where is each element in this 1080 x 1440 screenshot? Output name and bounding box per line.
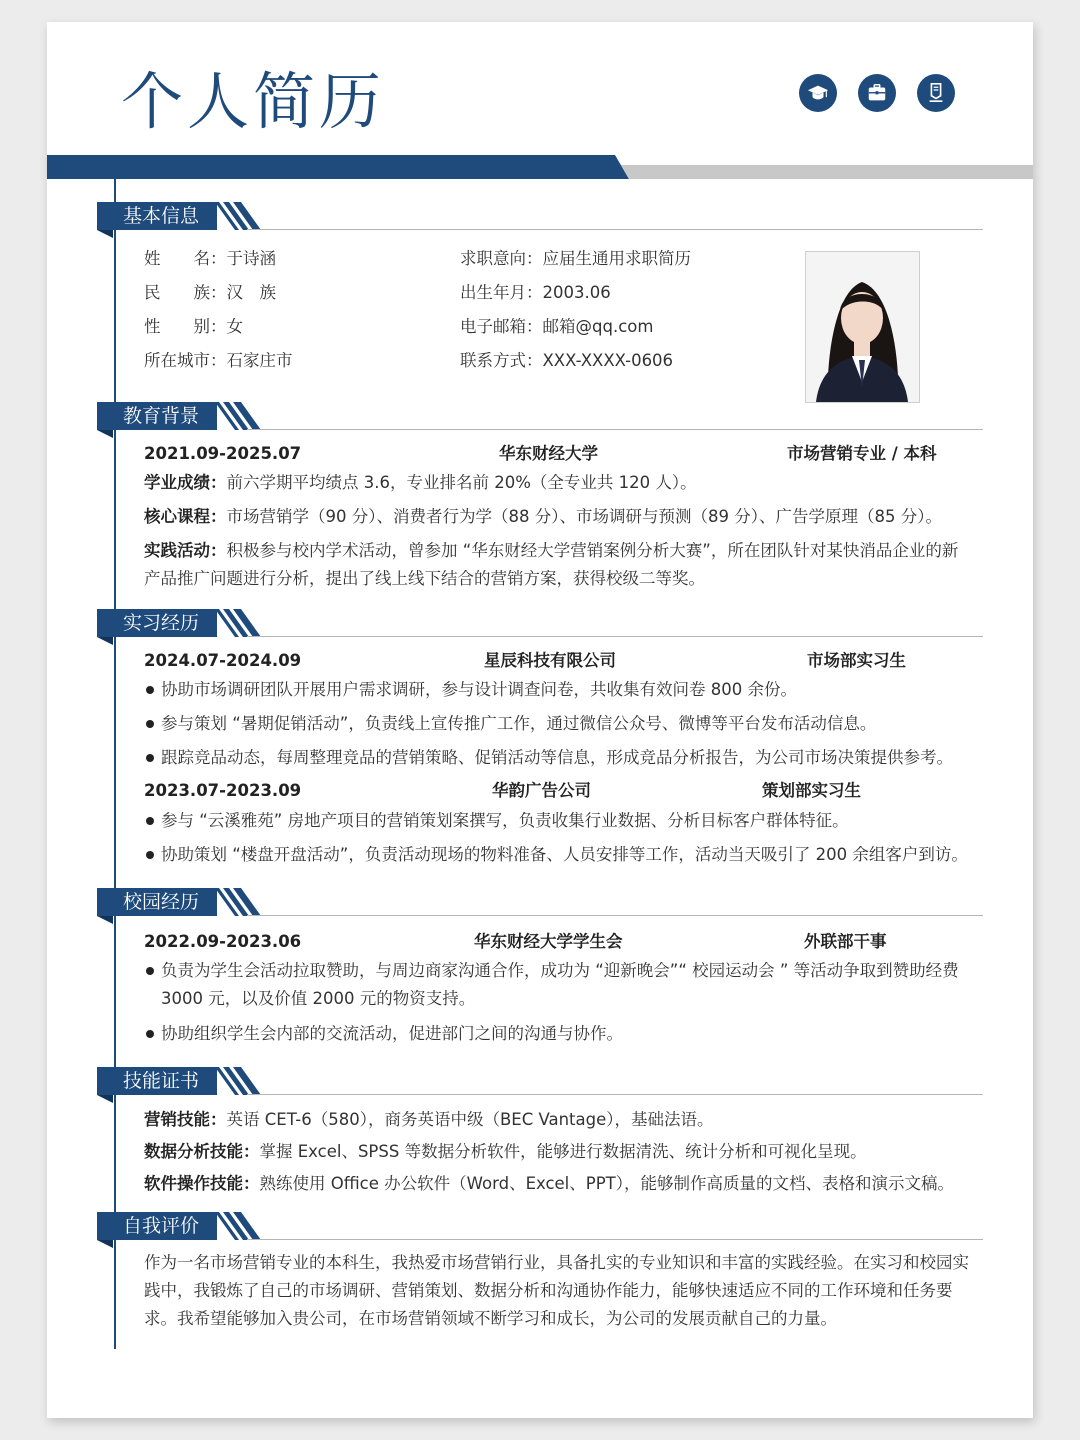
list-item: 协助组织学生会内部的交流活动，促进部门之间的沟通与协作。 [144,1020,974,1048]
section-stripes [215,609,263,637]
certificate-icon [917,74,955,112]
list-item: 协助策划 “楼盘开盘活动”，负责活动现场的物料准备、人员安排等工作，活动当天吸引了 200 余组客户到访。 [144,841,974,869]
header-band [47,155,1033,179]
briefcase-icon [858,74,896,112]
skill-data-analysis: 数据分析技能：掌握 Excel、SPSS 等数据分析软件，能够进行数据清洗、统计分析和可视化呈现。 [144,1142,867,1161]
graduation-cap-icon [799,74,837,112]
education-major: 市场营销专业 / 本科 [787,444,937,463]
list-item: 负责为学生会活动拉取赞助，与周边商家沟通合作，成功为 “迎新晚会”“ 校园运动会 ” 等活动争取到赞助经费 3000 元，以及价值 2000 元的物资支持。 [144,957,974,1013]
page-title: 个人简历 [121,65,386,138]
section-stripes [215,888,263,916]
section-title: 技能证书 [97,1067,217,1095]
info-phone: 联系方式：XXX-XXXX-0606 [460,351,674,370]
timeline-rule [114,179,116,1349]
section-stripes [215,402,263,430]
section-stripes [215,1212,263,1240]
list-item: 参与策划 “暑期促销活动”，负责线上宣传推广工作，通过微信公众号、微博等平台发布活动信息。 [144,710,974,738]
education-school: 华东财经大学 [499,444,598,463]
section-stripes [215,202,263,230]
skill-marketing: 营销技能：英语 CET-6（580），商务英语中级（BEC Vantage），基础法语。 [144,1110,714,1129]
education-period: 2021.09-2025.07 [144,444,302,463]
self-evaluation: 作为一名市场营销专业的本科生，我热爱市场营销行业，具备扎实的专业知识和丰富的实践经验。在实习和校园实践中，我锻炼了自己的市场调研、营销策划、数据分析和沟通协作能力，能够快速适应不同的工作环境和任务要求。我希望能够加入贵公司，在市场营销领域不断学习和成长，为公司的发展贡献自己的力量。 [144,1253,969,1328]
campus-period: 2022.09-2023.06 [144,932,302,951]
internship-company: 华韵广告公司 [492,781,591,800]
education-grades: 学业成绩：前六学期平均绩点 3.6，专业排名前 20%（全专业共 120 人）。 [144,473,697,492]
profile-photo [805,251,920,403]
education-header-row [144,442,964,466]
campus-org: 华东财经大学学生会 [474,932,623,951]
list-item: 参与 “云溪雅苑” 房地产项目的营销策划案撰写，负责收集行业数据、分析目标客户群体特征。 [144,807,974,835]
section-header-campus [97,888,983,918]
section-header-basic [97,202,983,232]
list-item: 协助市场调研团队开展用户需求调研，参与设计调查问卷，共收集有效问卷 800 余份。 [144,676,974,704]
section-title: 校园经历 [97,888,217,916]
internship-role: 策划部实习生 [762,781,861,800]
section-header-self [97,1212,983,1242]
education-courses: 核心课程：市场营销学（90 分）、消费者行为学（88 分）、市场调研与预测（89 分）、广告学原理（85 分）。 [144,507,942,526]
list-item: 跟踪竞品动态，每周整理竞品的营销策略、促销活动等信息，形成竞品分析报告，为公司市场决策提供参考。 [144,744,974,772]
info-gender: 性 别：女 [144,317,243,336]
internship-period: 2023.07-2023.09 [144,781,302,800]
info-email: 电子邮箱：邮箱@qq.com [460,317,654,336]
info-ethnic: 民 族：汉 族 [144,283,276,302]
section-stripes [215,1067,263,1095]
section-title: 基本信息 [97,202,217,230]
section-title: 自我评价 [97,1212,217,1240]
section-header-education [97,402,983,432]
campus-role: 外联部干事 [804,932,887,951]
portrait-illustration [806,252,919,402]
internship-role: 市场部实习生 [807,651,906,670]
internship-period: 2024.07-2024.09 [144,651,302,670]
section-header-internship [97,609,983,639]
resume-page [47,22,1033,1418]
info-birth: 出生年月：2003.06 [460,283,611,302]
section-title: 实习经历 [97,609,217,637]
internship-company: 星辰科技有限公司 [484,651,616,670]
internship-header-row [144,779,964,803]
info-name: 姓 名：于诗涵 [144,249,276,268]
info-intent: 求职意向：应届生通用求职简历 [460,249,691,268]
internship-header-row [144,649,964,673]
skill-software: 软件操作技能：熟练使用 Office 办公软件（Word、Excel、PPT），能够制作高质量的文档、表格和演示文稿。 [144,1174,954,1193]
education-activity: 实践活动：积极参与校内学术活动，曾参加 “华东财经大学营销案例分析大赛”，所在团队针对某快消品企业的新产品推广问题进行分析，提出了线上线下结合的营销方案，获得校级二等奖。 [144,541,959,588]
campus-header-row [144,930,964,954]
info-city: 所在城市：石家庄市 [144,351,293,370]
section-title: 教育背景 [97,402,217,430]
section-header-skills [97,1067,983,1097]
